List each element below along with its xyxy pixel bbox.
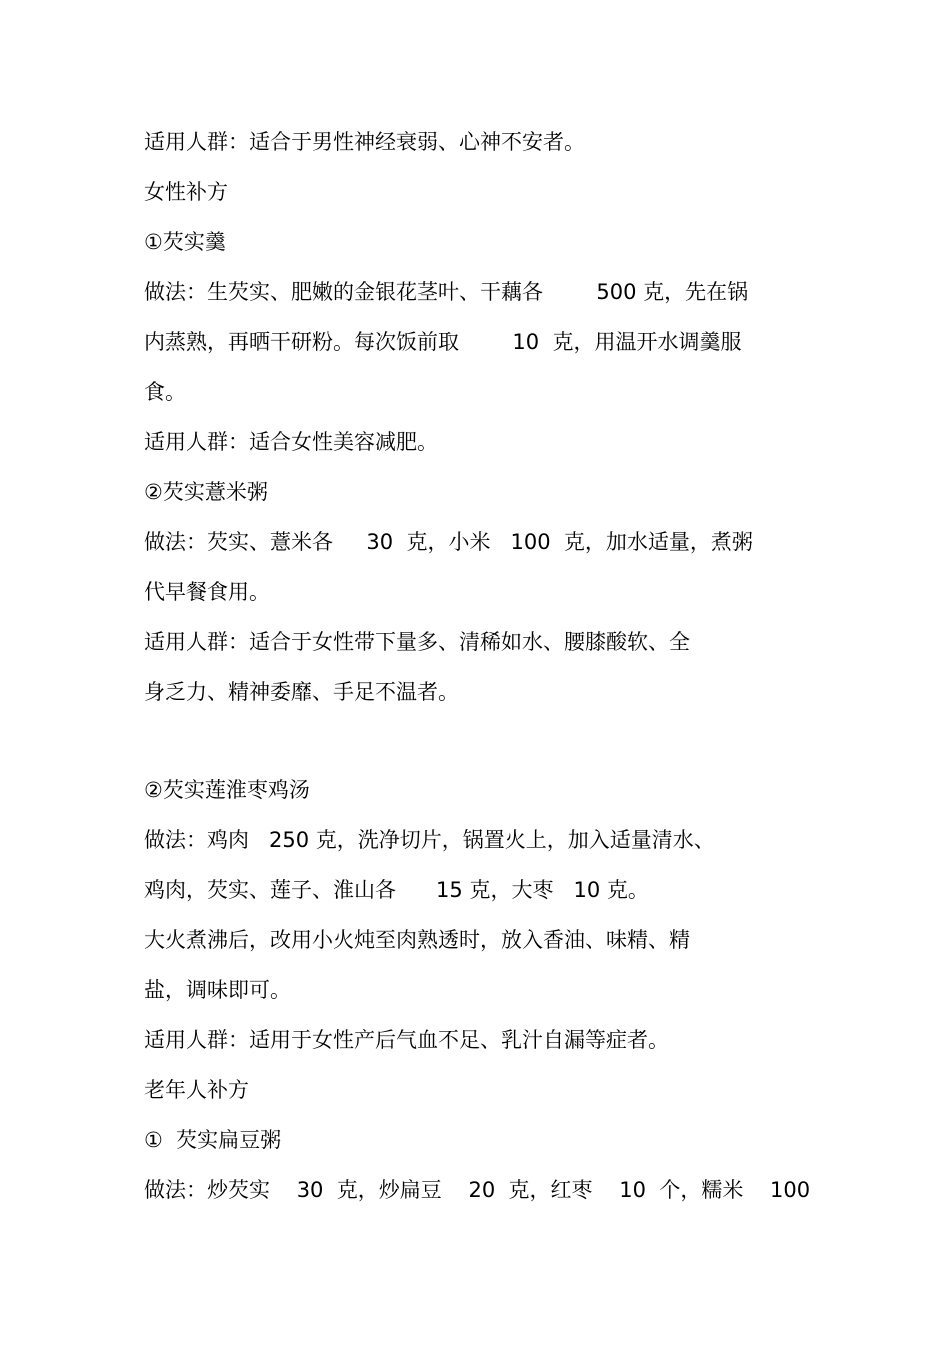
text-line: 适用人群：适合女性美容减肥。 [144, 430, 438, 454]
text-line: 身乏力、精神委靡、手足不温者。 [144, 680, 459, 704]
text-line: 做法：炒芡实 30 克，炒扁豆 20 克，红枣 10 个，糯米 100 [144, 1178, 811, 1202]
text-line: 盐，调味即可。 [144, 978, 291, 1002]
text-line: 适用人群：适用于女性产后气血不足、乳汁自漏等症者。 [144, 1028, 669, 1052]
text-line: 做法：芡实、薏米各 30 克，小米 100 克，加水适量，煮粥 [144, 530, 753, 554]
text-line: 食。 [144, 380, 186, 404]
recipe-title: ②芡实莲淮枣鸡汤 [144, 778, 310, 802]
text-line: 内蒸熟，再晒干研粉。每次饭前取 10 克，用温开水调羹服 [144, 330, 742, 354]
section-heading: 老年人补方 [144, 1078, 249, 1102]
text-line: 大火煮沸后，改用小火炖至肉熟透时，放入香油、味精、精 [144, 928, 690, 952]
text-line: 做法：鸡肉 250 克，洗净切片，锅置火上，加入适量清水、 [144, 828, 715, 852]
text-line: 做法：生芡实、肥嫩的金银花茎叶、干藕各 500 克，先在锅 [144, 280, 749, 304]
recipe-title: ①芡实羹 [144, 230, 226, 254]
recipe-title: ②芡实薏米粥 [144, 480, 268, 504]
text-line: 适用人群：适合于男性神经衰弱、心神不安者。 [144, 130, 585, 154]
section-heading: 女性补方 [144, 180, 228, 204]
text-line: 代早餐食用。 [144, 580, 270, 604]
recipe-title: ① 芡实扁豆粥 [144, 1128, 282, 1152]
text-line: 适用人群：适合于女性带下量多、清稀如水、腰膝酸软、全 [144, 630, 690, 654]
text-line: 鸡肉，芡实、莲子、淮山各 15 克，大枣 10 克。 [144, 878, 649, 902]
